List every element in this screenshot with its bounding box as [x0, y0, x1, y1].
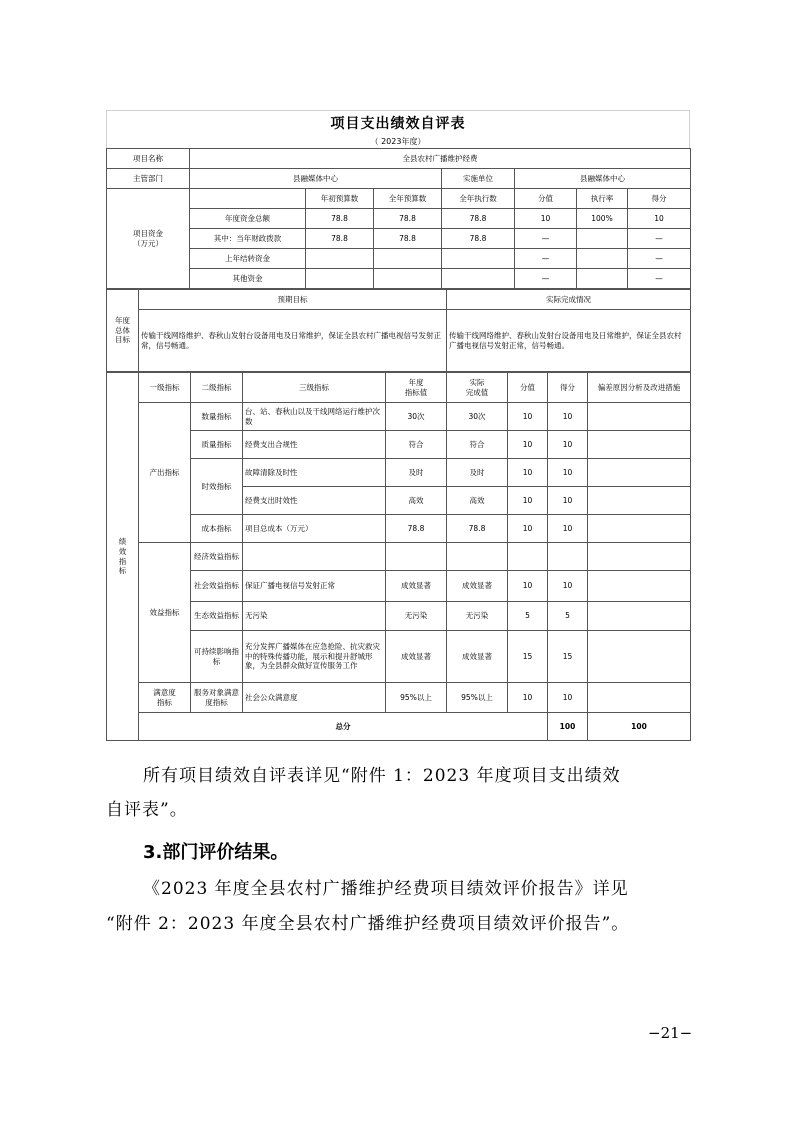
table-row: [107, 602, 691, 631]
table-row: [107, 403, 691, 431]
got-cell: 10: [548, 683, 588, 713]
target-cell: 成效显著: [386, 571, 447, 602]
fund-cell: 10: [628, 209, 691, 229]
fund-cell: 10: [515, 209, 577, 229]
table-row: [107, 459, 691, 487]
fund-header: 得分: [628, 189, 691, 209]
fund-cell: 100%: [577, 209, 628, 229]
target-cell: 符合: [386, 431, 447, 459]
actual-cell: 符合: [447, 431, 508, 459]
score-cell: 10: [508, 487, 548, 515]
target-cell: 95%以上: [386, 683, 447, 713]
l3-cell: 保证广播电视信号发射正常: [243, 571, 386, 602]
got-cell: 15: [548, 631, 588, 683]
score-cell: 10: [508, 459, 548, 487]
score-cell: 10: [508, 515, 548, 543]
fund-cell: —: [628, 229, 691, 249]
table-title: 项目支出绩效自评表: [106, 110, 690, 136]
fund-cell: [306, 269, 374, 289]
fund-cell: 78.8: [442, 209, 515, 229]
fund-cell: 78.8: [306, 209, 374, 229]
l3-cell: 故障清除及时性: [243, 459, 386, 487]
deviation-cell: [588, 543, 691, 571]
goal-expected-header: 预期目标: [139, 290, 447, 310]
fund-cell: —: [515, 229, 577, 249]
impl-label: 实施单位: [442, 169, 515, 189]
deviation-cell: [588, 403, 691, 431]
l3-cell: 台、站、春秋山以及干线网络运行维护次数: [243, 403, 386, 431]
dept-label: 主管部门: [107, 169, 190, 189]
table-row: [107, 631, 691, 683]
goal-actual: 传输干线网络维护、春秋山发射台设备用电及日常维护，保证全县农村广播电视信号发射正常，信号畅通。: [447, 310, 691, 372]
got-cell: 10: [548, 403, 588, 431]
actual-cell: 无污染: [447, 602, 508, 631]
l2-cell: 经济效益指标: [191, 543, 243, 571]
deviation-cell: [588, 431, 691, 459]
satisfaction-label: 满意度 指标: [139, 683, 191, 713]
l2-cell: 成本指标: [191, 515, 243, 543]
score-cell: [508, 543, 548, 571]
got-cell: 10: [548, 431, 588, 459]
total-got: 100: [588, 713, 691, 741]
deviation-cell: [588, 631, 691, 683]
got-cell: 10: [548, 571, 588, 602]
output-label: 产出指标: [139, 403, 191, 543]
fund-header: 分值: [515, 189, 577, 209]
fund-cell: [374, 269, 442, 289]
actual-cell: 及时: [447, 459, 508, 487]
l2-cell: 生态效益指标: [191, 602, 243, 631]
fund-cell: [442, 249, 515, 269]
table-row: [107, 571, 691, 602]
impl-value: 县融媒体中心: [515, 169, 691, 189]
score-cell: 10: [508, 403, 548, 431]
fund-label: 项目资金 （万元）: [107, 189, 190, 289]
actual-cell: 成效显著: [447, 631, 508, 683]
performance-table: [106, 110, 690, 741]
deviation-cell: [588, 515, 691, 543]
l3-cell: 社会公众满意度: [243, 683, 386, 713]
score-cell: 15: [508, 631, 548, 683]
fund-header: 执行率: [577, 189, 628, 209]
deviation-cell: [588, 683, 691, 713]
actual-cell: [447, 543, 508, 571]
benefit-label: 效益指标: [139, 543, 191, 683]
l2-cell: 社会效益指标: [191, 571, 243, 602]
paragraph-2-line-2: “附件 2：2023 年度全县农村广播维护经费项目绩效评价报告”。: [106, 914, 630, 934]
perf-header: 三级指标: [243, 373, 386, 403]
fund-cell: [374, 249, 442, 269]
actual-cell: 成效显著: [447, 571, 508, 602]
table-row: [107, 683, 691, 713]
deviation-cell: [588, 487, 691, 515]
fund-cell: —: [628, 249, 691, 269]
target-cell: 高效: [386, 487, 447, 515]
paragraph-2-line-1: 《2023 年度全县农村广播维护经费项目绩效评价报告》详见: [143, 879, 629, 899]
actual-cell: 95%以上: [447, 683, 508, 713]
l3-cell: 经费支出时效性: [243, 487, 386, 515]
score-cell: 10: [508, 683, 548, 713]
page-number: −21−: [648, 1024, 693, 1042]
total-score: 100: [548, 713, 588, 741]
got-cell: 5: [548, 602, 588, 631]
fund-cell: 78.8: [442, 229, 515, 249]
section-heading: 3.部门评价结果。: [143, 842, 289, 863]
fund-row: [107, 249, 691, 269]
deviation-cell: [588, 571, 691, 602]
fund-row: [107, 209, 691, 229]
target-cell: 78.8: [386, 515, 447, 543]
fund-cell: [306, 249, 374, 269]
fund-table: [106, 148, 691, 289]
fund-row: [107, 269, 691, 289]
got-cell: 10: [548, 459, 588, 487]
got-cell: 10: [548, 515, 588, 543]
paragraph-1-line-2: 自评表”。: [106, 800, 188, 820]
fund-cell: —: [515, 249, 577, 269]
fund-cell: —: [515, 269, 577, 289]
l2-cell: 质量指标: [191, 431, 243, 459]
fund-cell: [442, 269, 515, 289]
goal-label: 年度 总体 目标: [107, 290, 139, 372]
actual-cell: 78.8: [447, 515, 508, 543]
target-cell: [386, 543, 447, 571]
l3-cell: [243, 543, 386, 571]
fund-cell: 78.8: [306, 229, 374, 249]
actual-cell: 高效: [447, 487, 508, 515]
l3-cell: 项目总成本（万元）: [243, 515, 386, 543]
perf-header: 得分: [548, 373, 588, 403]
fund-header: 全年执行数: [442, 189, 515, 209]
fund-cell: 78.8: [374, 229, 442, 249]
score-cell: 5: [508, 602, 548, 631]
goal-actual-header: 实际完成情况: [447, 290, 691, 310]
perf-header: 偏差原因分析及改进措施: [588, 373, 691, 403]
got-cell: 10: [548, 487, 588, 515]
deviation-cell: [588, 459, 691, 487]
actual-cell: 30次: [447, 403, 508, 431]
table-row: [107, 515, 691, 543]
dept-value: 县融媒体中心: [190, 169, 442, 189]
l3-cell: 经费支出合规性: [243, 431, 386, 459]
fund-row: [107, 229, 691, 249]
score-cell: 10: [508, 431, 548, 459]
got-cell: [548, 543, 588, 571]
score-cell: 10: [508, 571, 548, 602]
goal-expected: 传输干线网络维护、春秋山发射台设备用电及日常维护，保证全县农村广播电视信号发射正常，信号畅通。: [139, 310, 447, 372]
l2-cell: 服务对象满意度指标: [191, 683, 243, 713]
paragraph-1-line-1: 所有项目绩效自评表详见“附件 1：2023 年度项目支出绩效: [143, 766, 621, 786]
fund-row-label: 年度资金总额: [190, 209, 306, 229]
target-cell: 无污染: [386, 602, 447, 631]
fund-cell: [577, 249, 628, 269]
fund-cell: [577, 229, 628, 249]
perf-header: 二级指标: [191, 373, 243, 403]
perf-label: 绩 效 指 标: [107, 373, 139, 741]
target-cell: 及时: [386, 459, 447, 487]
target-cell: 成效显著: [386, 631, 447, 683]
l2-cell: 数量指标: [191, 403, 243, 431]
table-row: [107, 543, 691, 571]
fund-header: 年初预算数: [306, 189, 374, 209]
target-cell: 30次: [386, 403, 447, 431]
perf-table: [106, 372, 691, 741]
project-name-label: 项目名称: [107, 149, 190, 169]
l2-cell: 时效指标: [191, 459, 243, 515]
fund-row-label: 其中：当年财政拨款: [190, 229, 306, 249]
fund-row-label: 上年结转资金: [190, 249, 306, 269]
l3-cell: 充分发挥广播媒体在应急抢险、抗灾救灾中的特殊传播功能，展示和提升舒城形象，为全县群众做好宣传服务工作: [243, 631, 386, 683]
total-row: [107, 713, 691, 741]
perf-header: 分值: [508, 373, 548, 403]
perf-header: 年度 指标值: [386, 373, 447, 403]
perf-header: 一级指标: [139, 373, 191, 403]
fund-corner: [190, 189, 306, 209]
perf-header: 实际 完成值: [447, 373, 508, 403]
l3-cell: 无污染: [243, 602, 386, 631]
l2-cell: 可持续影响指标: [191, 631, 243, 683]
table-year: （ 2023年度）: [106, 136, 690, 148]
fund-cell: —: [628, 269, 691, 289]
total-label: 总分: [139, 713, 548, 741]
fund-row-label: 其他资金: [190, 269, 306, 289]
fund-header: 全年预算数: [374, 189, 442, 209]
goal-table: [106, 289, 691, 372]
fund-cell: [577, 269, 628, 289]
deviation-cell: [588, 602, 691, 631]
project-name: 全县农村广播维护经费: [190, 149, 691, 169]
fund-cell: 78.8: [374, 209, 442, 229]
table-row: [107, 431, 691, 459]
